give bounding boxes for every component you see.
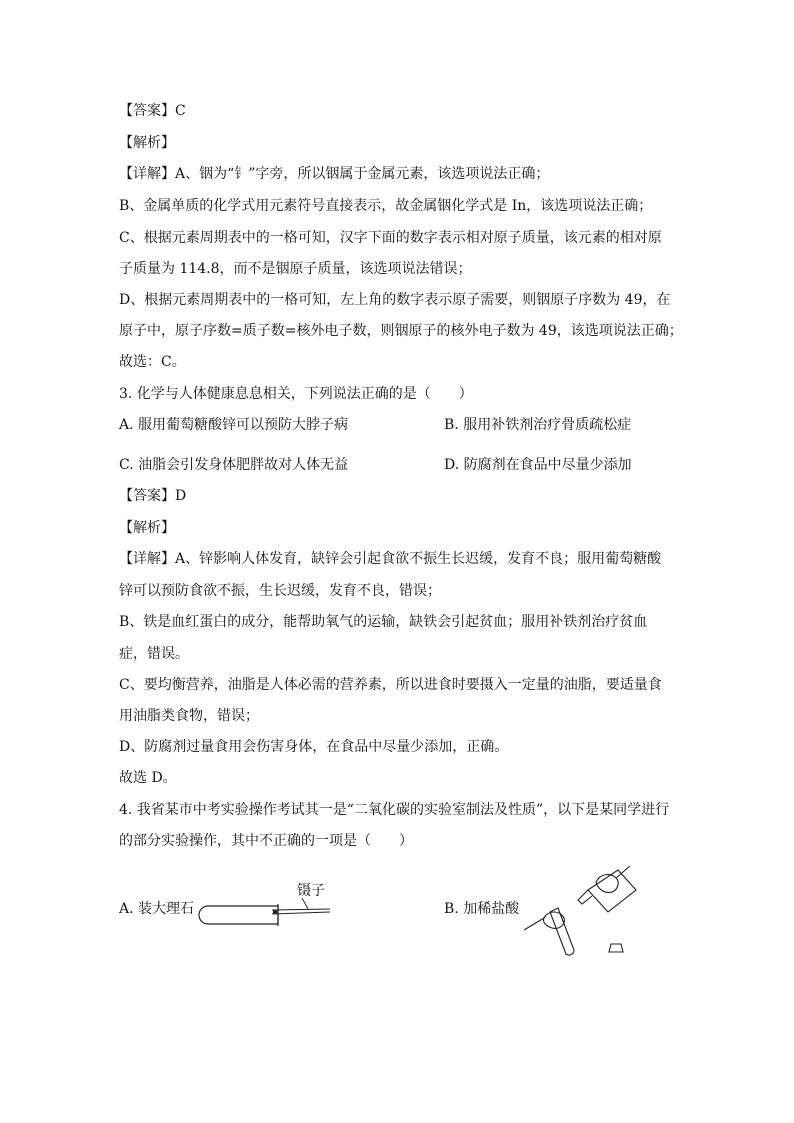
reagent-bottle	[588, 870, 636, 912]
q4-option-b: B. 加稀盐酸	[444, 901, 520, 917]
pour-acid-figure	[518, 860, 643, 960]
q3-detail-b-line1: B、铁是血红蛋白的成分，能帮助氧气的运输，缺铁会引起贫血；服用补铁剂治疗贫血	[119, 614, 648, 630]
tweezers-arm-top	[272, 909, 330, 910]
q3-detail-c-line1: C、要均衡营养，油脂是人体必需的营养素，所以进食时要摄入一定量的油脂，要适量食	[119, 677, 662, 693]
lower-wrist	[524, 918, 544, 930]
q3-option-a: A. 服用葡萄糖酸锌可以预防大脖子病	[119, 417, 349, 433]
q2-detail-d-line1: D、根据元素周期表中的一格可知，左上角的数字表示原子需要，则铟原子序数为 49，在	[119, 292, 671, 308]
q2-detail-a: 【详解】A、铟为“钅”字旁，所以铟属于金属元素，该选项说法正确；	[119, 166, 550, 182]
q3-option-d: D. 防腐剂在食品中尽量少添加	[444, 457, 632, 473]
q2-analysis-heading: 【解析】	[119, 135, 175, 151]
q3-option-b: B. 服用补铁剂治疗骨质疏松症	[444, 417, 632, 433]
q3-detail-a-line1: 【详解】A、锌影响人体发育，缺锌会引起食欲不振生长迟缓，发育不良；服用葡萄糖酸	[119, 551, 662, 567]
q3-answer: 【答案】D	[119, 488, 187, 504]
q2-detail-c-line1: C、根据元素周期表中的一格可知，汉字下面的数字表示相对原子质量，该元素的相对原	[119, 230, 662, 246]
q2-conclusion: 故选：C。	[119, 354, 186, 370]
q3-stem: 3. 化学与人体健康息息相关，下列说法正确的是（ ）	[119, 386, 473, 402]
q3-detail-a-line2: 锌可以预防食欲不振，生长迟缓，发育不良，错误；	[119, 583, 441, 599]
q3-detail-c-line2: 用油脂类食物，错误；	[119, 708, 259, 724]
q4-option-a: A. 装大理石	[119, 901, 195, 917]
q2-answer: 【答案】C	[119, 103, 186, 119]
tweezers-arm-bottom	[272, 912, 330, 914]
q3-analysis-heading: 【解析】	[119, 520, 175, 536]
q4-stem-line2: 的部分实验操作，其中不正确的一项是（ ）	[119, 833, 413, 849]
test-tube-body	[199, 906, 278, 924]
q3-detail-d: D、防腐剂过量食用会伤害身体，在食品中尽量少添加，正确。	[119, 739, 509, 755]
q4-stem-line1: 4. 我省某市中考实验操作考试其一是“二氧化碳的实验室制法及性质”，以下是某同学进行	[119, 802, 670, 818]
q2-detail-d-line2: 原子中，原子序数=质子数=核外电子数，则铟原子的核外电子数为 49，该选项说法正确；	[119, 323, 683, 339]
q2-detail-b: B、金属单质的化学式用元素符号直接表示，故金属铟化学式是 In，该选项说法正确；	[119, 198, 653, 214]
q3-option-c: C. 油脂会引发身体肥胖故对人体无益	[119, 457, 349, 473]
q3-detail-b-line2: 症，错误。	[119, 646, 189, 662]
q2-detail-c-line2: 子质量为 114.8，而不是铟原子质量，该选项说法错误；	[119, 261, 472, 277]
marble-piece	[273, 910, 277, 914]
tweezers-label: 镊子	[297, 883, 325, 899]
lower-hand	[543, 912, 564, 928]
q3-conclusion: 故选 D。	[119, 770, 177, 786]
bottle-stopper	[609, 944, 623, 952]
